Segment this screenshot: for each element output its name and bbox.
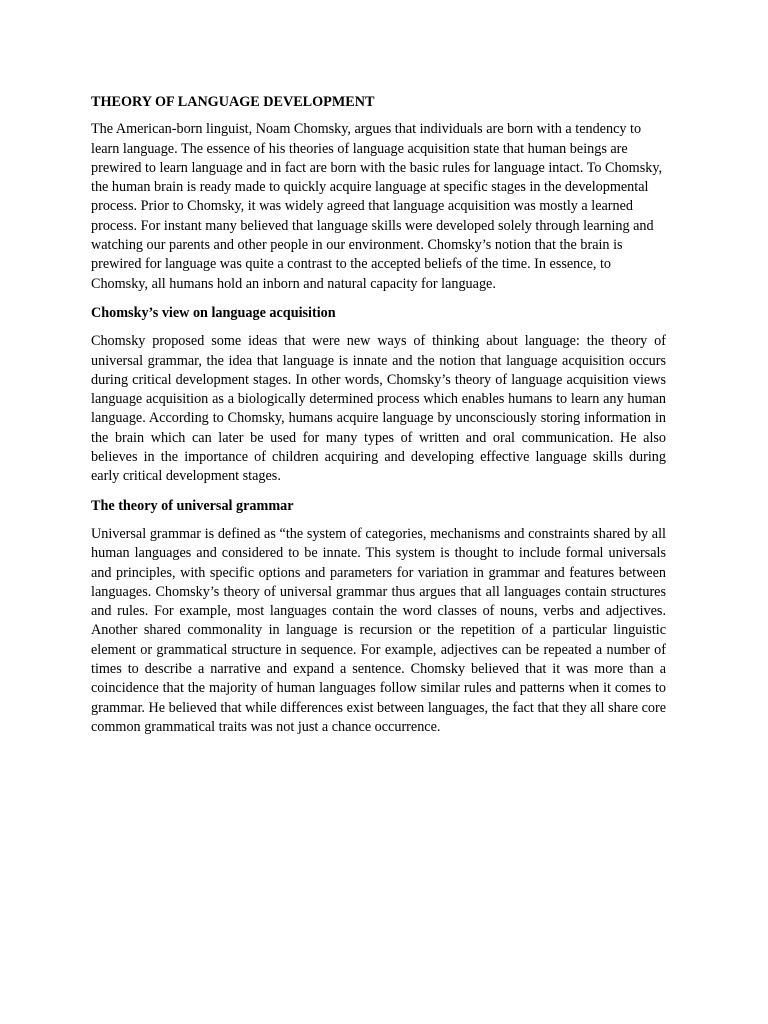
section-heading-universal-grammar: The theory of universal grammar [91,497,294,514]
document-page [91,93,666,747]
section-heading-chomsky-view: Chomsky’s view on language acquisition [91,304,336,321]
section-body-universal-grammar: Universal grammar is defined as “the system of categories, mechanisms and constraints shared by all human languages and considered to be innate. This system is thought to include formal universals and principles, with specific options and parameters for variation in grammar and features between languages. Chomsky’s theory of universal grammar thus argues that all languages contain structures and rules. For example, most languages contain the word classes of nouns, verbs and adjectives. Another shared commonality in language is recursion or the repetition of a particular linguistic element or grammatical structure in sequence. For example, adjectives can be repeated a number of times to describe a narrative and expand a sentence. Chomsky believed that it was more than a coincidence that the majority of human languages follow similar rules and patterns when it comes to grammar. He believed that while differences exist between languages, the fact that they all share core common grammatical traits was not just a chance occurrence. [91,525,666,735]
document-title: THEORY OF LANGUAGE DEVELOPMENT [91,94,375,110]
intro-paragraph: The American-born linguist, Noam Chomsky, argues that individuals are born with a tendency to learn language. The essence of his theories of language acquisition state that human beings are prewired to learn language and in fact are born with the basic rules for language intact. To Chomsky, the human brain is ready made to quickly acquire language at specific stages in the developmental process. Prior to Chomsky, it was widely agreed that language acquisition was mostly a learned process. For instant many believed that language skills were developed solely through learning and watching our parents and other people in our environment. Chomsky’s notion that the brain is prewired for language was quite a contrast to the accepted beliefs of the time. In essence, to Chomsky, all humans hold an inborn and natural capacity for language. [91,121,663,292]
section-body-chomsky-view: Chomsky proposed some ideas that were new ways of thinking about language: the theory of universal grammar, the idea that language is innate and the notion that language acquisition occurs during critical development stages. In other words, Chomsky’s theory of language acquisition views language acquisition as a biologically determined process which enables humans to learn any human language. According to Chomsky, humans acquire language by unconsciously storing information in the brain which can later be used for many types of written and oral communication. He also believes in the importance of children acquiring and developing effective language skills during early critical development stages. [91,333,666,485]
